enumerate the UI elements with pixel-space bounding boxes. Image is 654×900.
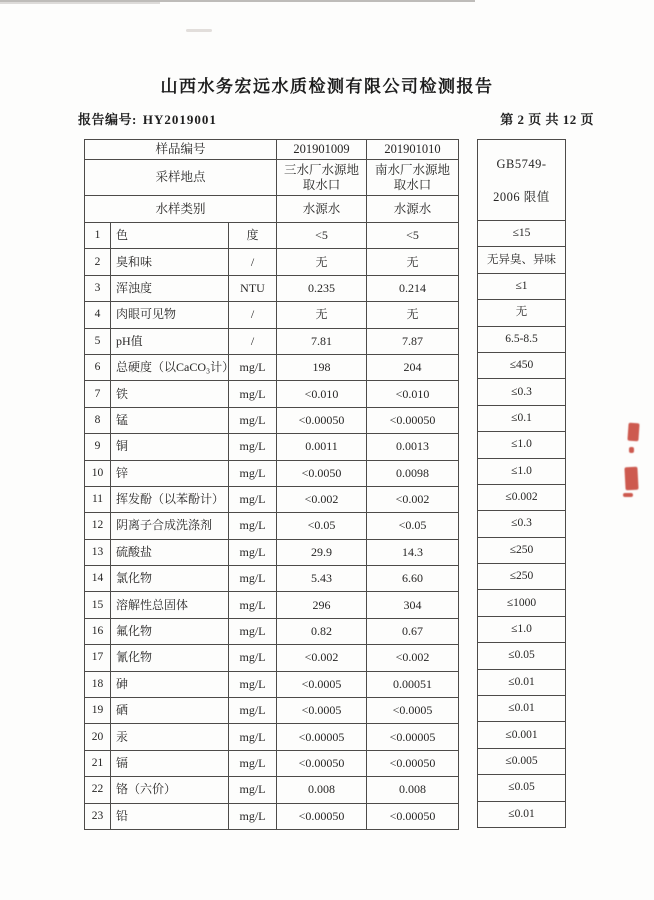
sample2-value: <5 [367,223,459,249]
sample1-value: <0.002 [277,486,367,512]
page-indicator: 第 2 页 共 12 页 [500,112,594,127]
limit-value: ≤0.01 [478,801,566,827]
limit-row [478,643,566,669]
parameter-name: 铅 [111,803,229,829]
sample-category-row [85,196,459,223]
limit-value: ≤0.005 [478,748,566,774]
limit-value: ≤0.01 [478,696,566,722]
table-row [85,249,459,275]
limit-row [478,696,566,722]
limit-row [478,458,566,484]
sample1-value: 无 [277,249,367,275]
sample1-value: <0.0005 [277,671,367,697]
sample2-value: 0.0013 [367,434,459,460]
sample1-value: 7.81 [277,328,367,354]
limit-header-line2: 2006 限值 [493,190,550,204]
parameter-unit: mg/L [229,407,277,433]
limit-row [478,775,566,801]
parameter-unit: mg/L [229,698,277,724]
parameter-name: 锰 [111,407,229,433]
table-row [85,460,459,486]
limit-row [478,590,566,616]
limit-value: ≤1.0 [478,616,566,642]
row-number: 1 [85,223,111,249]
report-title: 山西水务宏远水质检测有限公司检测报告 [160,77,494,96]
row-number: 13 [85,539,111,565]
row-number: 10 [85,460,111,486]
row-number: 14 [85,566,111,592]
sample1-value: 296 [277,592,367,618]
sample2-value: 204 [367,354,459,380]
parameter-unit: / [229,328,277,354]
sample2-value: 0.0098 [367,460,459,486]
table-row [85,275,459,301]
sampling-location-1: 三水厂水源地取水口 [277,160,367,196]
table-row [85,354,459,380]
parameter-unit: mg/L [229,381,277,407]
parameter-unit: 度 [229,223,277,249]
limit-value: ≤0.01 [478,669,566,695]
limit-value: ≤1 [478,273,566,299]
sample2-value: 0.67 [367,618,459,644]
parameter-name: 浑浊度 [111,275,229,301]
limit-row [478,247,566,273]
table-row [85,223,459,249]
limit-value: ≤0.1 [478,405,566,431]
scan-smudge [186,29,212,32]
sample1-value: <0.010 [277,381,367,407]
row-number: 17 [85,645,111,671]
sample-category-2: 水源水 [367,196,459,223]
sample2-value: 无 [367,249,459,275]
row-number: 7 [85,381,111,407]
parameter-unit: mg/L [229,592,277,618]
sample2-value: <0.00050 [367,407,459,433]
sample2-value: 0.214 [367,275,459,301]
report-number [78,109,217,128]
limit-row [478,221,566,247]
table-row [85,302,459,328]
parameter-name: 氯化物 [111,566,229,592]
limit-value: ≤0.3 [478,511,566,537]
limit-value: ≤0.05 [478,775,566,801]
sample-id-2: 201901010 [367,140,459,160]
sample2-value: 14.3 [367,539,459,565]
limit-row [478,537,566,563]
limit-value: ≤1.0 [478,432,566,458]
stamp-fragment [629,447,634,453]
parameter-name: 肉眼可见物 [111,302,229,328]
limit-row [478,564,566,590]
limit-value: ≤0.001 [478,722,566,748]
parameter-unit: NTU [229,275,277,301]
row-number: 15 [85,592,111,618]
parameter-unit: mg/L [229,354,277,380]
limit-row [478,273,566,299]
sample1-value: 0.235 [277,275,367,301]
row-number: 18 [85,671,111,697]
parameter-name: 氟化物 [111,618,229,644]
parameter-unit: mg/L [229,803,277,829]
sample-id-row [85,140,459,160]
table-row [85,618,459,644]
sample-category-label: 水样类别 [85,196,277,223]
parameter-name: 臭和味 [111,249,229,275]
limit-value: 无 [478,300,566,326]
limit-row [478,722,566,748]
limit-row [478,352,566,378]
limit-value: ≤15 [478,221,566,247]
row-number: 21 [85,750,111,776]
row-number: 22 [85,777,111,803]
row-number: 11 [85,486,111,512]
sample1-value: <0.00050 [277,407,367,433]
limit-row [478,326,566,352]
report-meta [78,109,594,128]
table-row [85,777,459,803]
row-number: 16 [85,618,111,644]
parameter-unit: mg/L [229,460,277,486]
limit-value: ≤0.3 [478,379,566,405]
sample2-value: <0.002 [367,645,459,671]
table-row [85,407,459,433]
parameter-unit: mg/L [229,750,277,776]
sample1-value: <0.00050 [277,803,367,829]
sample-id-label: 样品编号 [85,140,277,160]
sampling-location-label: 采样地点 [85,160,277,196]
table-row [85,434,459,460]
sample2-value: 0.008 [367,777,459,803]
parameter-unit: mg/L [229,645,277,671]
parameter-name: 总硬度（以CaCO₃计） [111,354,229,380]
stamp-fragment [624,467,638,491]
row-number: 6 [85,354,111,380]
stamp-fragment [627,423,639,442]
parameter-unit: mg/L [229,777,277,803]
limit-header-row [478,140,566,221]
sample2-value: <0.002 [367,486,459,512]
parameter-unit: mg/L [229,486,277,512]
sample1-value: <0.00050 [277,750,367,776]
table-row [85,698,459,724]
limit-row [478,669,566,695]
sample1-value: <0.002 [277,645,367,671]
parameter-name: 砷 [111,671,229,697]
row-number: 4 [85,302,111,328]
sample1-value: <0.0005 [277,698,367,724]
sampling-location-2: 南水厂水源地取水口 [367,160,459,196]
parameter-name: pH值 [111,328,229,354]
parameter-unit: / [229,302,277,328]
limit-row [478,405,566,431]
report-number-label: 报告编号: [78,112,137,127]
limit-row [478,616,566,642]
limit-value: ≤250 [478,564,566,590]
limit-value: ≤1000 [478,590,566,616]
parameter-name: 镉 [111,750,229,776]
sample2-value: 304 [367,592,459,618]
parameter-name: 锌 [111,460,229,486]
sample-id-1: 201901009 [277,140,367,160]
limit-value: 无异臭、异味 [478,247,566,273]
parameter-name: 硫酸盐 [111,539,229,565]
table-row [85,486,459,512]
sample1-value: <0.05 [277,513,367,539]
limit-value: ≤250 [478,537,566,563]
parameter-name: 铁 [111,381,229,407]
table-row [85,381,459,407]
limit-value: ≤0.002 [478,484,566,510]
sample2-value: <0.0005 [367,698,459,724]
table-row [85,803,459,829]
limit-row [478,511,566,537]
table-row [85,645,459,671]
limit-header-line1: GB5749- [496,157,547,171]
table-row [85,724,459,750]
sample1-value: 198 [277,354,367,380]
limit-header [478,140,566,221]
sample1-value: 0.008 [277,777,367,803]
table-row [85,592,459,618]
parameter-name: 溶解性总固体 [111,592,229,618]
row-number: 5 [85,328,111,354]
row-number: 23 [85,803,111,829]
sample1-value: 29.9 [277,539,367,565]
sample1-value: 无 [277,302,367,328]
row-number: 8 [85,407,111,433]
parameter-name: 氰化物 [111,645,229,671]
sample2-value: <0.00050 [367,750,459,776]
parameter-unit: mg/L [229,566,277,592]
limit-row [478,484,566,510]
parameter-name: 色 [111,223,229,249]
sample1-value: <5 [277,223,367,249]
limit-row [478,432,566,458]
limit-row [478,748,566,774]
parameter-name: 汞 [111,724,229,750]
row-number: 9 [85,434,111,460]
parameter-unit: mg/L [229,539,277,565]
scan-edge-artifact [0,2,160,4]
parameter-name: 铜 [111,434,229,460]
report-number-value: HY2019001 [142,112,217,127]
limit-row [478,379,566,405]
limit-value: ≤0.05 [478,643,566,669]
parameter-name: 硒 [111,698,229,724]
limit-value: ≤1.0 [478,458,566,484]
row-number: 2 [85,249,111,275]
table-row [85,328,459,354]
parameter-name: 铬（六价） [111,777,229,803]
sample2-value: 0.00051 [367,671,459,697]
parameter-unit: mg/L [229,434,277,460]
table-row [85,750,459,776]
results-table [84,139,459,830]
sample2-value: <0.05 [367,513,459,539]
table-row [85,566,459,592]
row-number: 3 [85,275,111,301]
sample1-value: 0.0011 [277,434,367,460]
sample1-value: 0.82 [277,618,367,644]
table-row [85,513,459,539]
sampling-location-row [85,160,459,196]
sample2-value: <0.00050 [367,803,459,829]
parameter-unit: mg/L [229,671,277,697]
sample1-value: <0.0050 [277,460,367,486]
parameter-unit: mg/L [229,724,277,750]
sample1-value: <0.00005 [277,724,367,750]
parameter-unit: mg/L [229,513,277,539]
limit-row [478,801,566,827]
sample-category-1: 水源水 [277,196,367,223]
parameter-name: 阴离子合成洗涤剂 [111,513,229,539]
stamp-fragment [623,493,633,497]
parameter-name: 挥发酚（以苯酚计） [111,486,229,512]
table-row [85,671,459,697]
limit-value: 6.5-8.5 [478,326,566,352]
limit-row [478,300,566,326]
sample2-value: 7.87 [367,328,459,354]
row-number: 20 [85,724,111,750]
sample2-value: <0.00005 [367,724,459,750]
sample1-value: 5.43 [277,566,367,592]
table-row [85,539,459,565]
parameter-unit: / [229,249,277,275]
sample2-value: 6.60 [367,566,459,592]
sample2-value: <0.010 [367,381,459,407]
sample2-value: 无 [367,302,459,328]
limit-table [477,139,566,828]
parameter-unit: mg/L [229,618,277,644]
row-number: 19 [85,698,111,724]
row-number: 12 [85,513,111,539]
limit-value: ≤450 [478,352,566,378]
